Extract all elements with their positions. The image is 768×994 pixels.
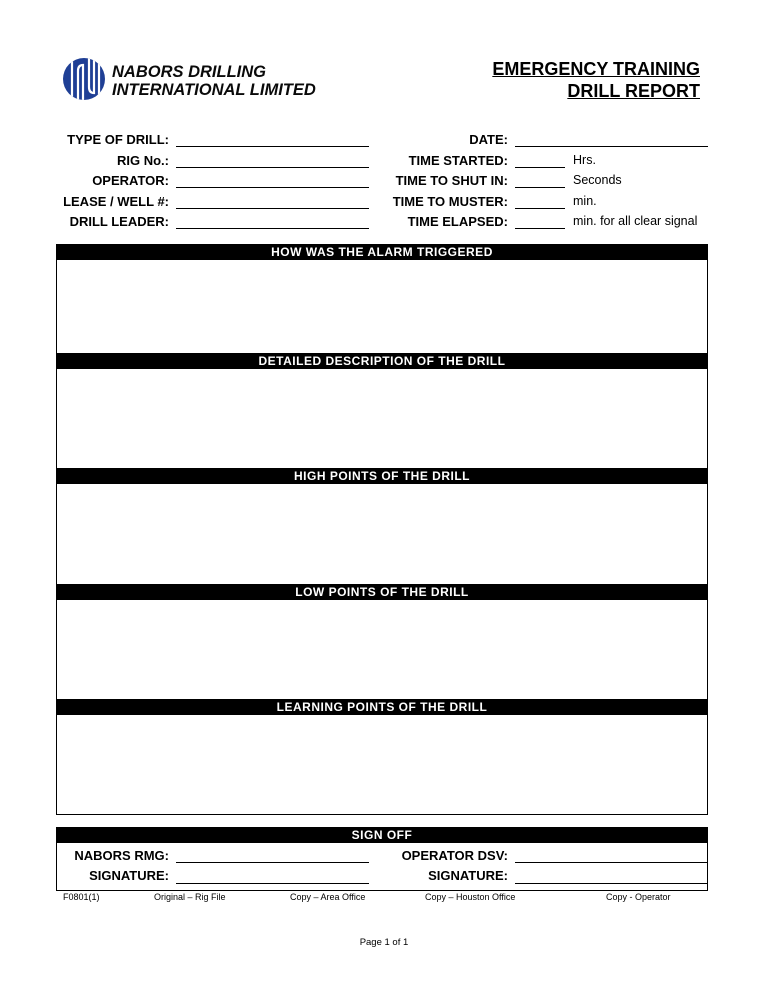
time-elapsed-field[interactable]: [515, 228, 565, 229]
date-label: DATE:: [469, 132, 508, 147]
time-started-unit: Hrs.: [573, 153, 596, 167]
time-to-muster-unit: min.: [573, 194, 597, 208]
copy-houston-office: Copy – Houston Office: [425, 892, 516, 902]
signature-left-label: SIGNATURE:: [89, 868, 169, 883]
signature-left-field[interactable]: [176, 883, 369, 884]
section-high-points-header: HIGH POINTS OF THE DRILL: [56, 468, 708, 484]
operator-dsv-label: OPERATOR DSV:: [401, 848, 508, 863]
time-to-muster-label: TIME TO MUSTER:: [392, 194, 508, 209]
drill-sections-box: [56, 244, 708, 815]
copy-rig-file: Original – Rig File: [154, 892, 226, 902]
lease-well-label: LEASE / WELL #:: [63, 194, 169, 209]
time-to-shut-in-label: TIME TO SHUT IN:: [395, 173, 508, 188]
operator-dsv-field[interactable]: [515, 862, 708, 863]
type-of-drill-field[interactable]: [176, 146, 369, 147]
time-to-muster-field[interactable]: [515, 208, 565, 209]
report-title-line2: DRILL REPORT: [567, 81, 700, 101]
signoff-header: SIGN OFF: [56, 827, 708, 843]
operator-field[interactable]: [176, 187, 369, 188]
company-name-line1: NABORS DRILLING: [112, 63, 266, 81]
report-title: [492, 58, 700, 102]
section-description-header: DETAILED DESCRIPTION OF THE DRILL: [56, 353, 708, 369]
section-learning-points-header: LEARNING POINTS OF THE DRILL: [56, 699, 708, 715]
company-name-line2: INTERNATIONAL LIMITED: [112, 81, 316, 99]
time-elapsed-label: TIME ELAPSED:: [407, 214, 508, 229]
report-title-line1: EMERGENCY TRAINING: [492, 59, 700, 79]
form-number: F0801(1): [63, 892, 100, 902]
nabors-rmg-label: NABORS RMG:: [74, 848, 169, 863]
copy-operator: Copy - Operator: [606, 892, 671, 902]
time-to-shut-in-field[interactable]: [515, 187, 565, 188]
lease-well-field[interactable]: [176, 208, 369, 209]
rig-no-field[interactable]: [176, 167, 369, 168]
company-name: [112, 63, 316, 99]
page-number: Page 1 of 1: [359, 937, 409, 948]
operator-label: OPERATOR:: [92, 173, 169, 188]
time-elapsed-unit: min. for all clear signal: [573, 214, 698, 228]
copy-area-office: Copy – Area Office: [290, 892, 366, 902]
date-field[interactable]: [515, 146, 708, 147]
nabors-rmg-field[interactable]: [176, 862, 369, 863]
rig-no-label: RIG No.:: [117, 153, 169, 168]
drill-leader-field[interactable]: [176, 228, 369, 229]
time-started-label: TIME STARTED:: [408, 153, 508, 168]
signature-right-field[interactable]: [515, 883, 708, 884]
time-started-field[interactable]: [515, 167, 565, 168]
time-to-shut-in-unit: Seconds: [573, 173, 622, 187]
nabors-logo-icon: [62, 57, 106, 101]
signature-right-label: SIGNATURE:: [428, 868, 508, 883]
type-of-drill-label: TYPE OF DRILL:: [67, 132, 169, 147]
drill-leader-label: DRILL LEADER:: [69, 214, 169, 229]
section-low-points-header: LOW POINTS OF THE DRILL: [56, 584, 708, 600]
section-alarm-triggered-header: HOW WAS THE ALARM TRIGGERED: [56, 244, 708, 260]
